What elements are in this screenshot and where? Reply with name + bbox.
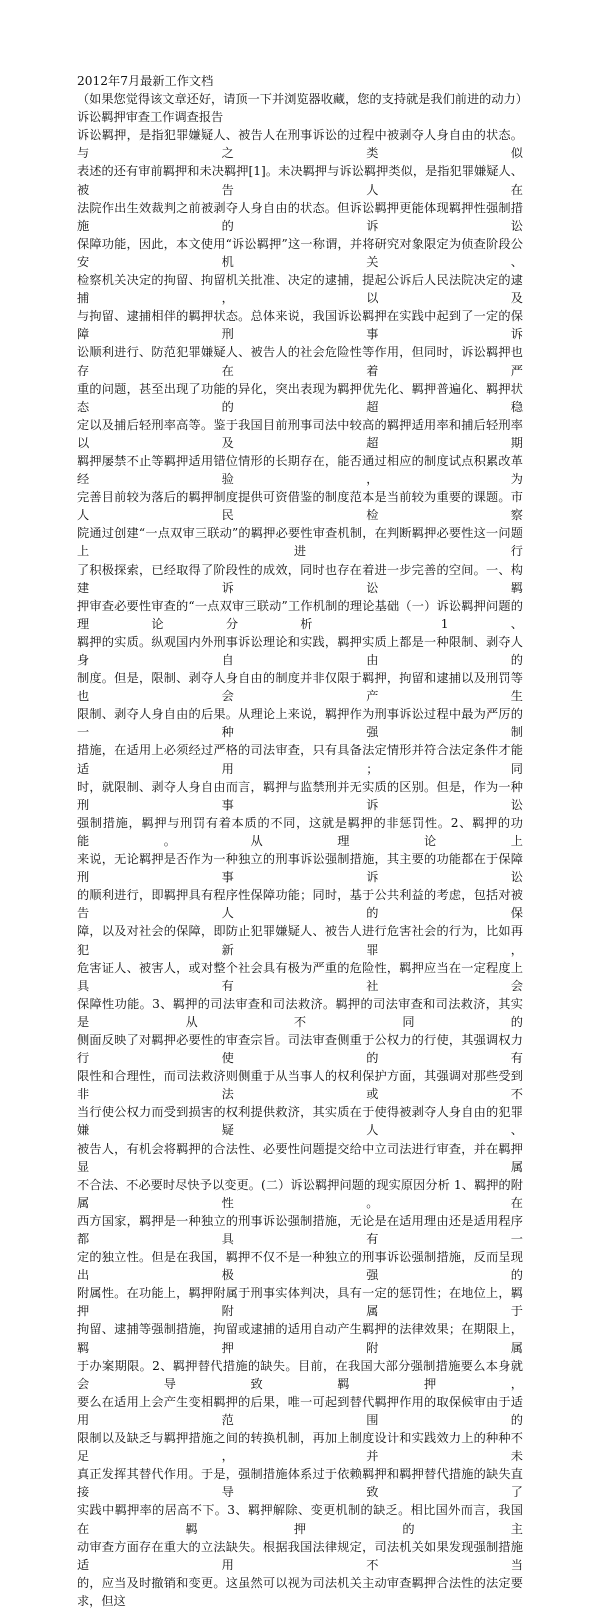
body-text-line: 羁押的实质。纵观国内外刑事诉讼理论和实践，羁押实质上都是一种限制、剥夺人身自由的 (77, 634, 523, 667)
body-text-line: 侧面反映了对羁押必要性的审查宗旨。司法审查侧重于公权力的行使，其强调权力行使的有 (77, 1032, 523, 1066)
body-text-line: 完善目前较为落后的羁押制度提供可资借鉴的制度范本是当前较为重要的课题。市人民检察 (77, 490, 523, 523)
body-text-line: 附属性。在功能上，羁押附属于刑事实体判决，具有一定的惩罚性；在地位上，羁押附属于 (77, 1286, 523, 1319)
body-text-line: 来说，无论羁押是否作为一种独立的刑事诉讼强制措施，其主要的功能都在于保障刑事诉讼 (77, 852, 523, 885)
body-text-line: 羁押屡禁不止等羁押适用错位情形的长期存在，能否通过相应的制度试点积累改革经验，为 (77, 453, 523, 487)
body-text-line: 危害证人、被害人，或对整个社会具有极为严重的危险性，羁押应当在一定程度上具有社会 (77, 960, 523, 993)
body-text-line: 保障功能，因此，本文使用“诉讼羁押”这一称谓，并将研究对象限定为侦查阶段公安机关、 (77, 236, 523, 269)
report-body (77, 126, 523, 1610)
body-text-line: 强制措施，羁押与刑罚有着本质的不同，这就是羁押的非惩罚性。2、羁押的功能。从理论上 (77, 815, 523, 848)
body-text-line: 实践中羁押率的居高不下。3、羁押解除、变更机制的缺乏。相比国外而言，我国在羁押的主 (77, 1503, 523, 1536)
body-text-line: 重的问题，甚至出现了功能的异化，突出表现为羁押优先化、羁押普遍化、羁押状态的超稳 (77, 381, 523, 414)
body-text-line: 与拘留、逮捕相伴的羁押状态。总体来说，我国诉讼羁押在实践中起到了一定的保障刑事诉 (77, 309, 523, 342)
body-text-line: 限制以及缺乏与羁押措施之间的转换机制，再加上制度设计和实践效力上的种种不足，并未 (77, 1431, 523, 1464)
body-text-line: 的，应当及时撤销和变更。这虽然可以视为司法机关主动审查羁押合法性的法定要求，但这 (77, 1575, 523, 1608)
document-date-line: 2012年7月最新工作文档 (77, 74, 214, 88)
report-title: 诉讼羁押审查工作调查报告 (77, 110, 224, 125)
document-page (77, 72, 528, 1610)
body-text-line: 定的独立性。但是在我国，羁押不仅不是一种独立的刑事诉讼强制措施，反而呈现出极强的 (77, 1250, 523, 1283)
body-text-line: 被告人，有机会将羁押的合法性、必要性问题提交给中立司法进行审查，并在羁押显属 (77, 1141, 523, 1174)
body-text-line: 了积极探索，已经取得了阶段性的成效，同时也存在着进一步完善的空间。一、构建诉讼羁 (77, 562, 523, 595)
body-text-line: 限性和合理性，而司法救济则侧重于从当事人的权利保护方面，其强调对那些受到非法或不 (77, 1069, 523, 1102)
body-text-line: 法院作出生效裁判之前被剥夺人身自由的状态。但诉讼羁押更能体现羁押性强制措施的诉讼 (77, 200, 523, 233)
body-text-line: 时，就限制、剥夺人身自由而言，羁押与监禁刑并无实质的区别。但是，作为一种刑事诉讼 (77, 779, 523, 812)
body-text-line: 检察机关决定的拘留、拘留机关批准、决定的逮捕，提起公诉后人民法院决定的逮捕，以及 (77, 273, 523, 306)
body-text-line: 措施，在适用上必须经过严格的司法审查，只有具备法定情形并符合法定条件才能适用；同 (77, 743, 523, 776)
body-text-line: 于办案期限。2、羁押替代措施的缺失。目前，在我国大部分强制措施要么本身就会导致羁押， (77, 1358, 523, 1391)
body-text-line: 定以及捕后轻刑率高等。鉴于我国目前刑事司法中较高的羁押适用率和捕后轻刑率以及超期 (77, 417, 523, 450)
body-text-line: 动审查方面存在重大的立法缺失。根据我国法律规定，司法机关如果发现强制措施适用不当 (77, 1539, 523, 1572)
support-note-line: （如果您觉得该文章还好，请顶一下并浏览器收藏，您的支持就是我们前进的动力） (77, 92, 528, 107)
body-text-line: 表述的还有审前羁押和未决羁押[1]。未决羁押与诉讼羁押类似，是指犯罪嫌疑人、被告人在 (77, 164, 523, 197)
body-text-line: 诉讼羁押，是指犯罪嫌疑人、被告人在刑事诉讼的过程中被剥夺人身自由的状态。与之类似 (77, 128, 523, 161)
body-text-line: 限制、剥夺人身自由的后果。从理论上来说，羁押作为刑事诉讼过程中最为严厉的一种强制 (77, 707, 523, 740)
body-text-line: 讼顺利进行、防范犯罪嫌疑人、被告人的社会危险性等作用，但同时，诉讼羁押也存在着严 (77, 345, 523, 378)
body-text-line: 障，以及对社会的保障，即防止犯罪嫌疑人、被告人进行危害社会的行为，比如再犯新罪， (77, 924, 523, 957)
body-text-line: 的顺利进行，即羁押具有程序性保障功能；同时，基于公共利益的考虑，包括对被告人的保 (77, 888, 523, 921)
body-text-line: 院通过创建“一点双审三联动”的羁押必要性审查机制，在判断羁押必要性这一问题上进行 (77, 526, 523, 559)
body-text-line: 制度。但是，限制、剥夺人身自由的制度并非仅限于羁押，拘留和逮捕以及刑罚等也会产生 (77, 671, 523, 704)
body-text-line: 要么在适用上会产生变相羁押的后果，唯一可起到替代羁押作用的取保候审由于适用范围的 (77, 1394, 523, 1427)
body-text-line: 保障性功能。3、羁押的司法审查和司法救济。羁押的司法审查和司法救济，其实是从不同的 (77, 996, 523, 1029)
body-text-line: 西方国家，羁押是一种独立的刑事诉讼强制措施，无论是在适用理由还是适用程序都具有一 (77, 1213, 523, 1246)
body-text-line: 真正发挥其替代作用。于是，强制措施体系过于依赖羁押和羁押替代措施的缺失直接导致了 (77, 1467, 523, 1500)
body-text-line: 押审查必要性审查的“一点双审三联动”工作机制的理论基础（一）诉讼羁押问题的理论分析 1、 (77, 598, 523, 631)
body-text-line: 拘留、逮捕等强制措施，拘留或逮捕的适用自动产生羁押的法律效果；在期限上，羁押附属 (77, 1322, 523, 1355)
body-text-line: 当行使公权力而受到损害的权利提供救济，其实质在于使得被剥夺人身自由的犯罪嫌疑人、 (77, 1105, 523, 1138)
body-text-line: 不合法、不必要时尽快予以变更。(二）诉讼羁押问题的现实原因分析 1、羁押的附属性。在 (77, 1177, 523, 1210)
